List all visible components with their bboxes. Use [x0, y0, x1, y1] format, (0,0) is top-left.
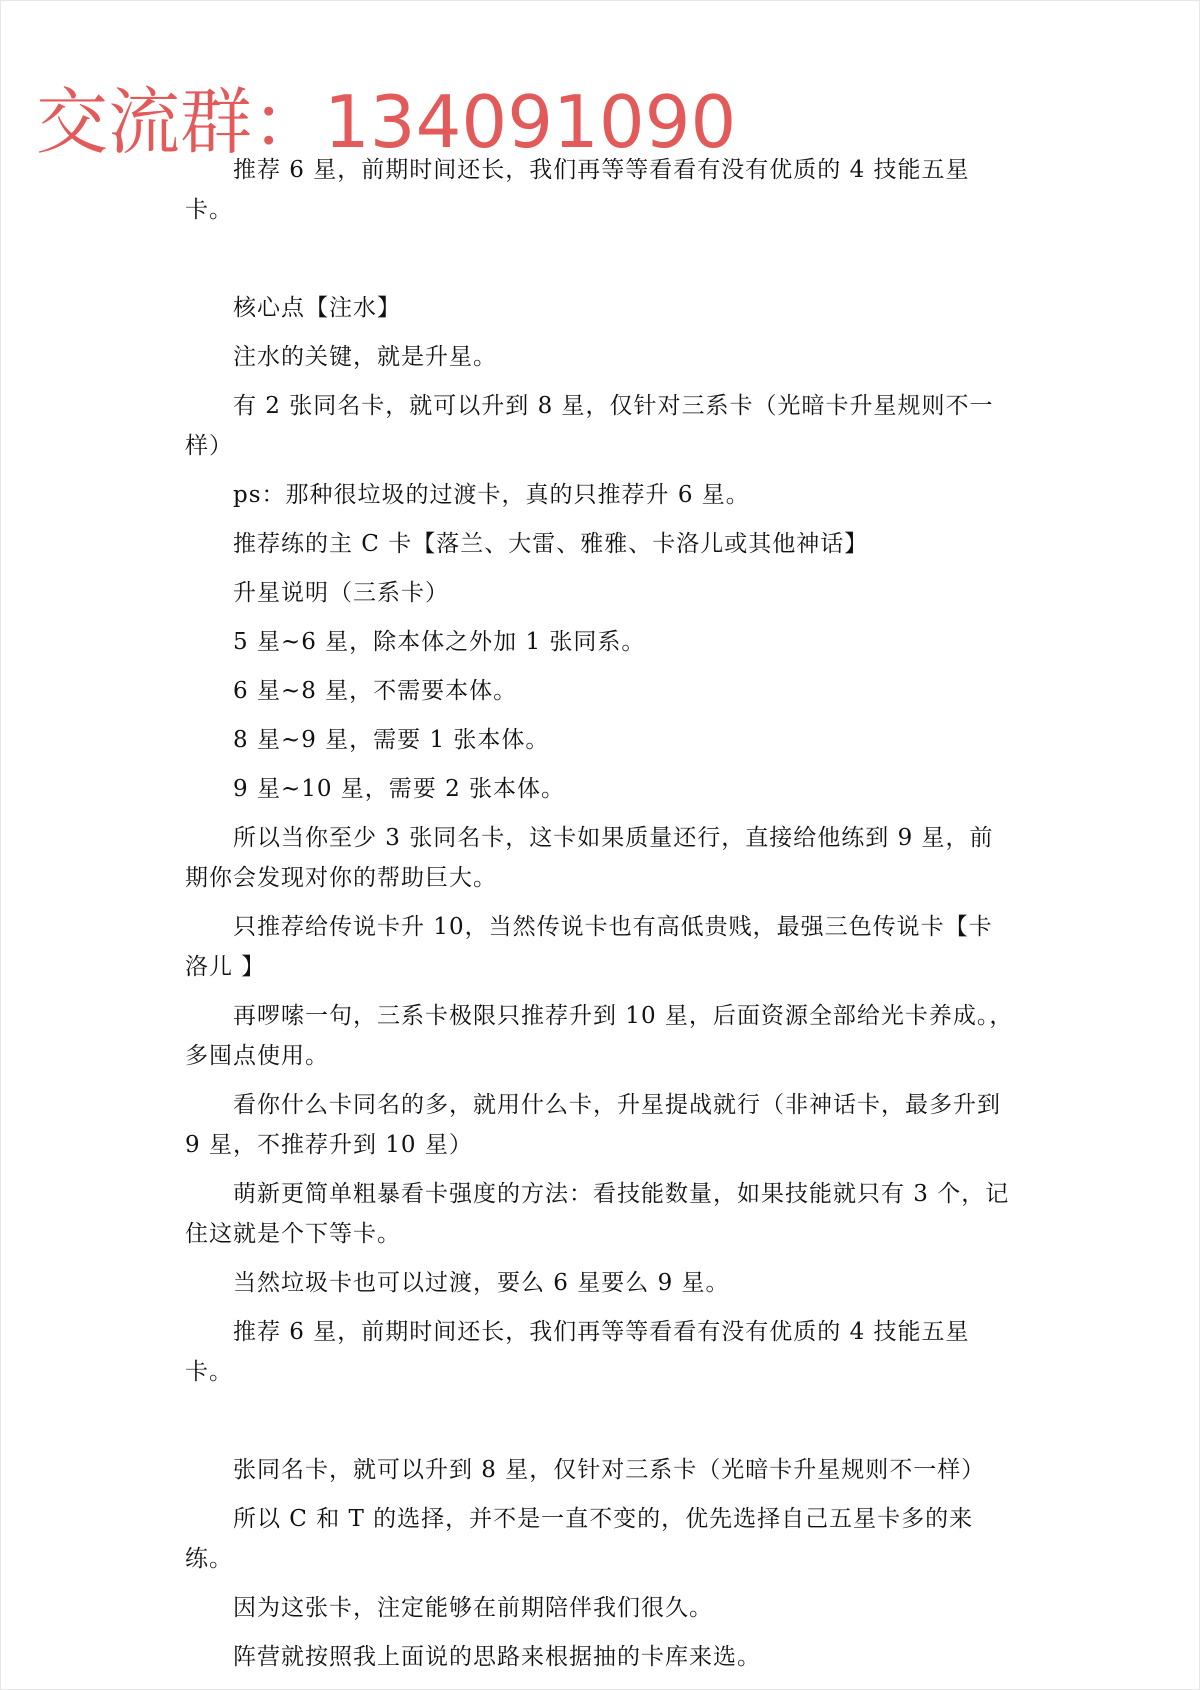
paragraph-trash-cards: 当然垃圾卡也可以过渡，要么 6 星要么 9 星。 — [233, 1270, 730, 1296]
paragraph-main-c-cards: 推荐练的主 C 卡【落兰、大雷、雅雅、卡洛儿或其他神话】 — [233, 531, 869, 557]
paragraph-key-star-up: 注水的关键，就是升星。 — [233, 344, 497, 370]
paragraph-recommend-6-star: 推荐 6 星，前期时间还长，我们再等等看看有没有优质的 4 技能五星卡。 — [185, 157, 970, 223]
paragraph-long-company: 因为这张卡，注定能够在前期陪伴我们很久。 — [233, 1595, 713, 1621]
rule-9-to-10: 9 星~10 星，需要 2 张本体。 — [233, 776, 566, 802]
paragraph-three-same-cards: 所以当你至少 3 张同名卡，这卡如果质量还行，直接给他练到 9 星，前期你会发现对你的帮助巨大。 — [185, 825, 994, 891]
paragraph-skill-count: 萌新更简单粗暴看卡强度的方法：看技能数量，如果技能就只有 3 个，记住这就是个下等卡。 — [185, 1181, 1010, 1247]
heading-core-point: 核心点【注水】 — [233, 295, 401, 321]
section-gap — [185, 239, 1015, 288]
group-watermark: 交流群：134091090 — [36, 80, 737, 164]
paragraph-faction-choice: 阵营就按照我上面说的思路来根据抽的卡库来选。 — [233, 1644, 761, 1670]
rule-8-to-9: 8 星~9 星，需要 1 张本体。 — [233, 727, 550, 753]
paragraph-which-card: 看你什么卡同名的多，就用什么卡，升星提战就行（非神话卡，最多升到 9 星，不推荐升到 10 星） — [185, 1092, 1001, 1158]
paragraph-limit-10-star: 再啰嗦一句，三系卡极限只推荐升到 10 星，后面资源全部给光卡养成。，多囤点使用。 — [185, 1003, 1014, 1069]
rule-6-to-8: 6 星~8 星，不需要本体。 — [233, 678, 518, 704]
paragraph-c-and-t-choice: 所以 C 和 T 的选择，并不是一直不变的，优先选择自己五星卡多的来练。 — [185, 1506, 974, 1572]
paragraph-same-card-8-star: 张同名卡，就可以升到 8 星，仅针对三系卡（光暗卡升星规则不一样） — [233, 1457, 986, 1483]
rule-5-to-6: 5 星~6 星，除本体之外加 1 张同系。 — [233, 629, 646, 655]
paragraph-two-same-cards: 有 2 张同名卡，就可以升到 8 星，仅针对三系卡（光暗卡升星规则不一样） — [185, 393, 994, 459]
heading-star-up-rules: 升星说明（三系卡） — [233, 580, 449, 606]
document-body — [185, 150, 1015, 1686]
paragraph-recommend-6-star-repeat: 推荐 6 星，前期时间还长，我们再等等看看有没有优质的 4 技能五星卡。 — [185, 1319, 970, 1385]
section-gap — [185, 1401, 1015, 1450]
paragraph-legend-cards: 只推荐给传说卡升 10，当然传说卡也有高低贵贱，最强三色传说卡【卡洛儿 】 — [185, 914, 993, 980]
paragraph-ps: ps：那种很垃圾的过渡卡，真的只推荐升 6 星。 — [233, 482, 750, 508]
